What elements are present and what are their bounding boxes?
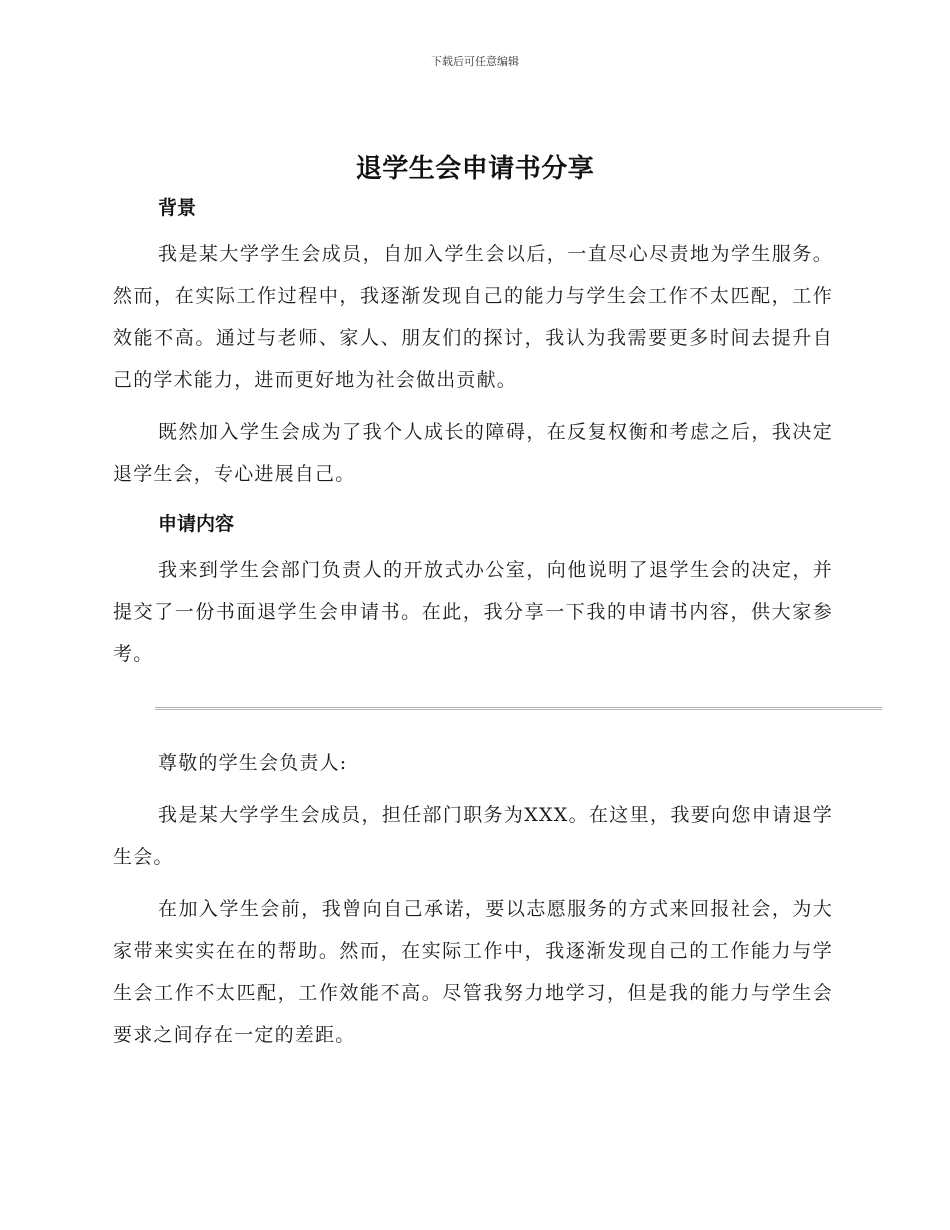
document-title: 退学生会申请书分享	[355, 154, 595, 184]
document-body	[113, 193, 833, 675]
section-heading-application: 申请内容	[158, 513, 235, 535]
letter-paragraph-2: 在加入学生会前，我曾向自己承诺，要以志愿服务的方式来回报社会，为大家带来实实在在的帮助。然而，在实际工作中，我逐渐发现自己的工作能力与学生会工作不太匹配，工作效能不高。尽管我努力地学习，但是我的能力与学生会要求之间存在一定的差距。	[113, 898, 833, 1046]
application-paragraph-1: 我来到学生会部门负责人的开放式办公室，向他说明了退学生会的决定，并提交了一份书面退学生会申请书。在此，我分享一下我的申请书内容，供大家参考。	[113, 559, 833, 665]
section-divider	[155, 707, 882, 710]
letter-salutation: 尊敬的学生会负责人:	[158, 752, 348, 774]
letter-paragraph-1: 我是某大学学生会成员，担任部门职务为XXX。在这里，我要向您申请退学生会。	[113, 804, 833, 868]
section-heading-background: 背景	[158, 197, 197, 219]
page-header-note: 下载后可任意编辑	[431, 55, 519, 68]
letter-body	[113, 742, 833, 1056]
background-paragraph-1: 我是某大学学生会成员，自加入学生会以后，一直尽心尽责地为学生服务。然而，在实际工作过程中，我逐渐发现自己的能力与学生会工作不太匹配，工作效能不高。通过与老师、家人、朋友们的探讨，我认为我需要更多时间去提升自己的学术能力，进而更好地为社会做出贡献。	[113, 243, 833, 391]
background-paragraph-2: 既然加入学生会成为了我个人成长的障碍，在反复权衡和考虑之后，我决定退学生会，专心进展自己。	[113, 421, 833, 485]
